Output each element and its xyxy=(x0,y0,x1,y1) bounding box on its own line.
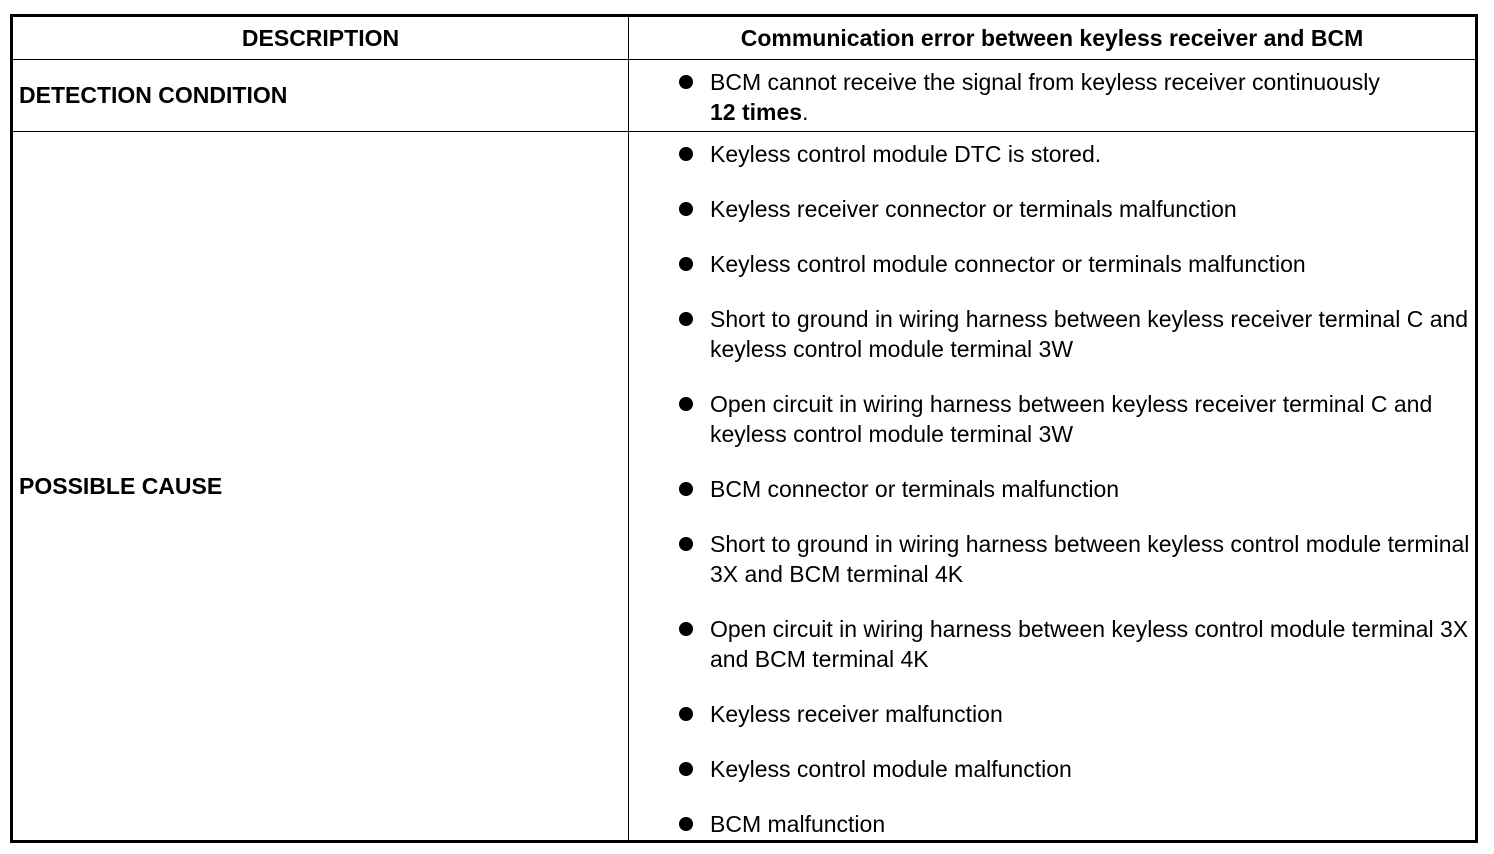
bullet-icon xyxy=(679,147,693,161)
cause-text: Keyless receiver malfunction xyxy=(710,701,1003,727)
bullet-icon xyxy=(679,622,693,636)
detection-condition-item xyxy=(675,67,1470,127)
detection-emphasis: 12 times xyxy=(710,99,803,125)
cause-text: Keyless receiver connector or terminals malfunction xyxy=(710,196,1237,222)
bullet-icon xyxy=(679,257,693,271)
diagnostic-table xyxy=(10,14,1478,843)
cause-text: BCM connector or terminals malfunction xyxy=(710,476,1120,502)
cause-text: Open circuit in wiring harness between keyless receiver terminal C and keyless control module terminal 3W xyxy=(710,391,1433,447)
cause-text: BCM malfunction xyxy=(710,811,886,837)
column-divider xyxy=(628,17,629,840)
detection-condition-label: DETECTION CONDITION xyxy=(19,82,288,108)
bullet-icon xyxy=(679,537,693,551)
cause-text: Open circuit in wiring harness between keyless control module terminal 3X and BCM terminal 4K xyxy=(710,616,1469,672)
detection-row-divider xyxy=(13,131,1475,132)
cause-item xyxy=(675,809,1470,839)
cause-item xyxy=(675,194,1470,224)
cause-item xyxy=(675,139,1470,169)
header-dtc-title: Communication error between keyless receiver and BCM xyxy=(740,24,1364,51)
bullet-icon xyxy=(679,202,693,216)
cause-text: Keyless control module malfunction xyxy=(710,756,1072,782)
bullet-icon xyxy=(679,75,693,89)
cause-item xyxy=(675,614,1470,674)
detection-condition-list xyxy=(675,67,1470,127)
bullet-icon xyxy=(679,312,693,326)
detection-text: BCM cannot receive the signal from keyless receiver continuously xyxy=(710,69,1380,95)
possible-cause-list xyxy=(675,139,1470,839)
cause-text: Short to ground in wiring harness between keyless control module terminal 3X and BCM terminal 4K xyxy=(710,531,1470,587)
bullet-icon xyxy=(679,817,693,831)
cause-text: Short to ground in wiring harness between keyless receiver terminal C and keyless control module terminal 3W xyxy=(710,306,1469,362)
possible-cause-label: POSSIBLE CAUSE xyxy=(19,472,223,499)
bullet-icon xyxy=(679,707,693,721)
cause-text: Keyless control module DTC is stored. xyxy=(710,141,1102,167)
cause-item xyxy=(675,389,1470,449)
cause-item xyxy=(675,754,1470,784)
bullet-icon xyxy=(679,482,693,496)
bullet-icon xyxy=(679,397,693,411)
detection-period: . xyxy=(802,99,809,125)
cause-item xyxy=(675,304,1470,364)
cause-item xyxy=(675,699,1470,729)
cause-text: Keyless control module connector or terminals malfunction xyxy=(710,251,1306,277)
bullet-icon xyxy=(679,762,693,776)
cause-item xyxy=(675,474,1470,504)
cause-item xyxy=(675,529,1470,589)
cause-item xyxy=(675,249,1470,279)
header-description: DESCRIPTION xyxy=(241,24,400,51)
